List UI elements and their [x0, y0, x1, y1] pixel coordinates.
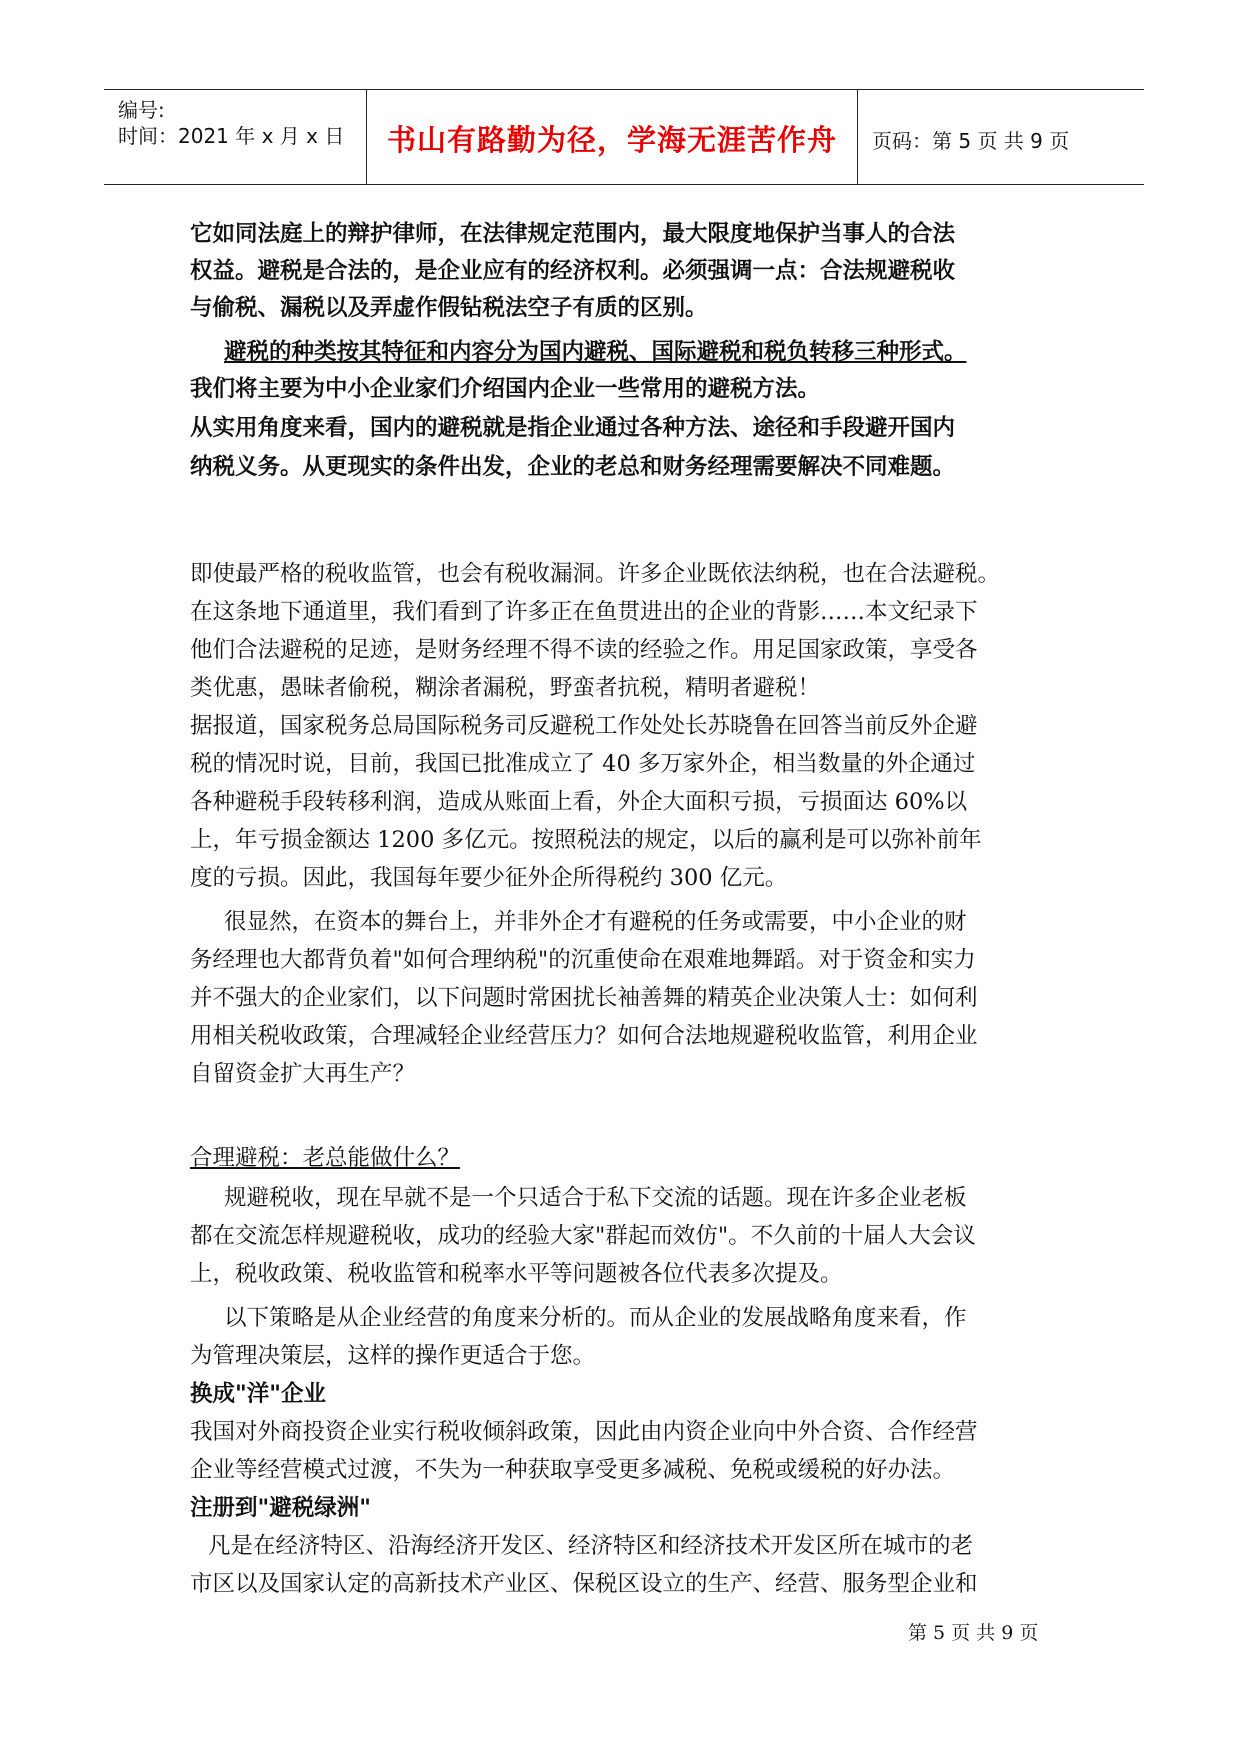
section-heading: 注册到"避税绿洲": [190, 1495, 371, 1521]
document-number-label: 编号:: [118, 98, 165, 122]
body-line: 度的亏损。因此，我国每年要少征外企所得税约 300 亿元。: [190, 865, 788, 891]
header-page-label: 页码：第 5 页 共 9 页: [872, 129, 1070, 153]
bold-line: 它如同法庭上的辩护律师，在法律规定范围内，最大限度地保护当事人的合法: [190, 221, 956, 247]
body-line: 用相关税收政策，合理减轻企业经营压力？如何合法地规避税收监管，利用企业: [190, 1023, 978, 1049]
page-footer: 第 5 页 共 9 页: [908, 1622, 1039, 1644]
body-line: 据报道，国家税务总局国际税务司反避税工作处处长苏晓鲁在回答当前反外企避: [190, 713, 978, 739]
page-header: [104, 89, 1144, 185]
body-line: 各种避税手段转移利润，造成从账面上看，外企大面积亏损，亏损面达 60%以: [190, 789, 968, 815]
motto-text: 书山有路勤为径，学海无涯苦作舟: [386, 123, 837, 157]
header-page-cell: [858, 90, 1144, 184]
bold-line: 与偷税、漏税以及弄虚作假钻税法空子有质的区别。: [190, 295, 708, 321]
body-line: 上，年亏损金额达 1200 多亿元。按照税法的规定，以后的赢利是可以弥补前年: [190, 827, 982, 853]
bold-line: 权益。避税是合法的，是企业应有的经济权利。必须强调一点：合法规避税收: [190, 258, 956, 284]
header-info-cell: [104, 90, 367, 184]
section-line: 以下策略是从企业经营的角度来分析的。而从企业的发展战略角度来看，作: [224, 1305, 967, 1331]
section-heading: 换成"洋"企业: [190, 1381, 326, 1407]
bold-line: 纳税义务。从更现实的条件出发，企业的老总和财务经理需要解决不同难题。: [190, 454, 956, 480]
body-line: 在这条地下通道里，我们看到了许多正在鱼贯进出的企业的背影……本文纪录下: [190, 599, 978, 625]
section-line: 市区以及国家认定的高新技术产业区、保税区设立的生产、经营、服务型企业和: [190, 1571, 978, 1597]
body-line: 税的情况时说，目前，我国已批准成立了 40 多万家外企，相当数量的外企通过: [190, 751, 976, 777]
header-motto-cell: [367, 90, 858, 184]
section-line: 为管理决策层，这样的操作更适合于您。: [190, 1343, 596, 1369]
body-line: 并不强大的企业家们，以下问题时常困扰长袖善舞的精英企业决策人士：如何利: [190, 985, 978, 1011]
section-heading: 合理避税：老总能做什么？: [190, 1145, 461, 1171]
bold-line: 我们将主要为中小企业家们介绍国内企业一些常用的避税方法。: [190, 376, 821, 402]
body-line: 即使最严格的税收监管，也会有税收漏洞。许多企业既依法纳税，也在合法避税。: [190, 561, 1001, 587]
body-line: 他们合法避税的足迹，是财务经理不得不读的经验之作。用足国家政策，享受各: [190, 637, 978, 663]
bold-underlined-line: 避税的种类按其特征和内容分为国内避税、国际避税和税负转移三种形式。: [224, 339, 967, 365]
section-line: 凡是在经济特区、沿海经济开发区、经济特区和经济技术开发区所在城市的老: [208, 1533, 974, 1559]
section-line: 上，税收政策、税收监管和税率水平等问题被各位代表多次提及。: [190, 1261, 843, 1287]
section-line: 规避税收，现在早就不是一个只适合于私下交流的话题。现在许多企业老板: [224, 1185, 967, 1211]
bold-line: 从实用角度来看，国内的避税就是指企业通过各种方法、途径和手段避开国内: [190, 415, 956, 441]
document-time-label: 时间：2021 年 x 月 x 日: [118, 124, 345, 148]
section-line: 企业等经营模式过渡，不失为一种获取享受更多减税、免税或缓税的好办法。: [190, 1457, 956, 1483]
section-line: 我国对外商投资企业实行税收倾斜政策，因此由内资企业向中外合资、合作经营: [190, 1419, 978, 1445]
body-line: 务经理也大都背负着"如何合理纳税"的沉重使命在艰难地舞蹈。对于资金和实力: [190, 947, 976, 973]
body-line: 自留资金扩大再生产？: [190, 1061, 416, 1087]
body-line: 类优惠，愚昧者偷税，糊涂者漏税，野蛮者抗税，精明者避税！: [190, 675, 821, 701]
section-line: 都在交流怎样规避税收，成功的经验大家"群起而效仿"。不久前的十届人大会议: [190, 1223, 976, 1249]
body-line: 很显然，在资本的舞台上，并非外企才有避税的任务或需要，中小企业的财: [224, 909, 967, 935]
